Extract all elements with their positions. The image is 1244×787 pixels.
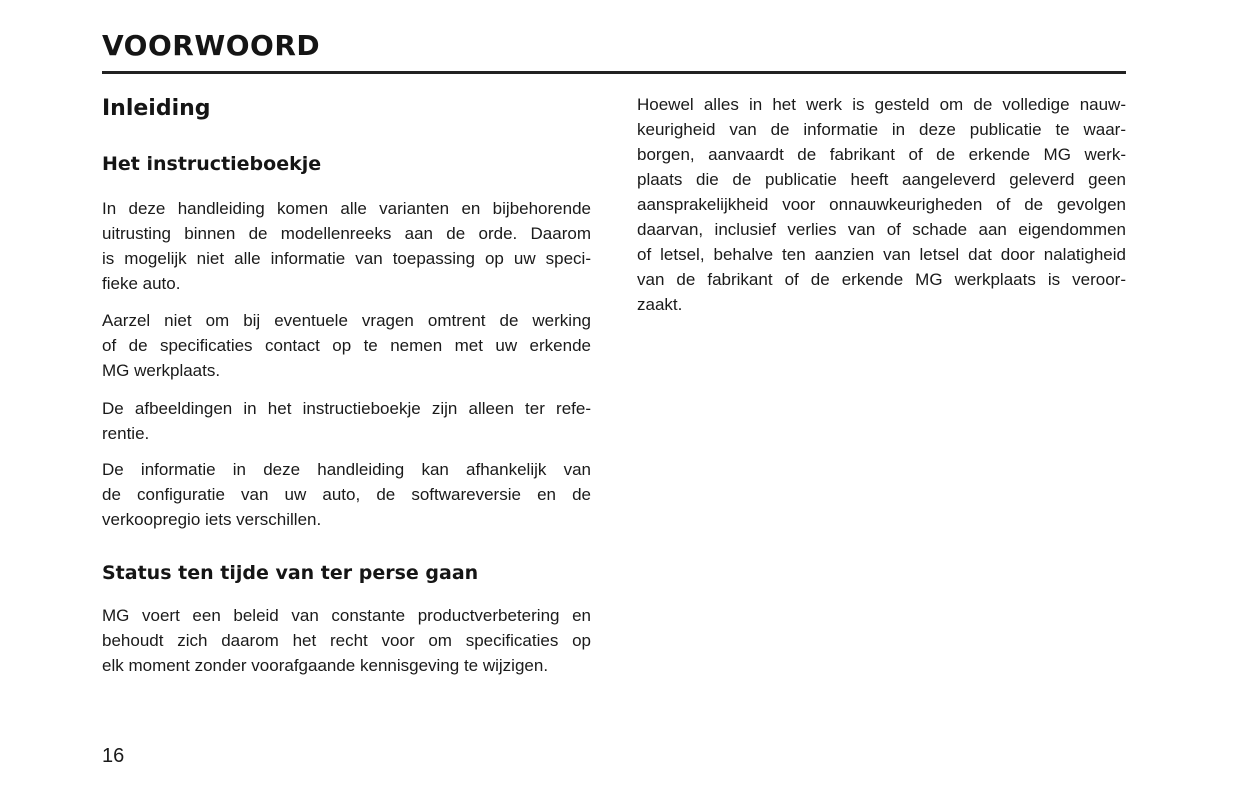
text-line: MG werkplaats. (102, 361, 221, 380)
text-line: borgen, aanvaardt de fabrikant of de erkende MG werk- (637, 145, 1126, 164)
text-line: of letsel, behalve ten aanzien van letsel dat door nalatigheid (637, 245, 1126, 264)
page-title: VOORWOORD (102, 29, 321, 62)
paragraph-aansprakelijkheid (637, 92, 1126, 317)
subsection-heading-status: Status ten tijde van ter perse gaan (102, 562, 479, 584)
page-number: 16 (102, 745, 125, 767)
paragraph-aarzel (102, 308, 591, 383)
text-line: MG voert een beleid van constante productverbetering en (102, 606, 591, 625)
text-line: of de specificaties contact op te nemen met uw erkende (102, 336, 591, 355)
text-line: fieke auto. (102, 274, 181, 293)
text-line: van de fabrikant of de erkende MG werkplaats is veroor- (637, 270, 1126, 289)
text-line: Aarzel niet om bij eventuele vragen omtrent de werking (102, 311, 591, 330)
text-line: uitrusting binnen de modellenreeks aan de orde. Daarom (102, 224, 591, 243)
section-heading-inleiding: Inleiding (102, 96, 211, 121)
text-line: behoudt zich daarom het recht voor om specificaties op (102, 631, 591, 650)
text-line: keurigheid van de informatie in deze publicatie te waar- (637, 120, 1126, 139)
text-line: rentie. (102, 424, 150, 443)
text-line: daarvan, inclusief verlies van of schade aan eigendommen (637, 220, 1126, 239)
text-line: In deze handleiding komen alle varianten en bijbehorende (102, 199, 591, 218)
text-line: De afbeeldingen in het instructieboekje zijn alleen ter refe- (102, 399, 591, 418)
text-line: is mogelijk niet alle informatie van toepassing op uw speci- (102, 249, 591, 268)
paragraph-informatie (102, 457, 591, 532)
text-line: De informatie in deze handleiding kan afhankelijk van (102, 460, 591, 479)
paragraph-afbeeldingen (102, 396, 591, 446)
text-line: verkoopregio iets verschillen. (102, 510, 322, 529)
text-line: Hoewel alles in het werk is gesteld om de volledige nauw- (637, 95, 1126, 114)
paragraph-handleiding (102, 196, 591, 296)
subsection-heading-instructieboekje: Het instructieboekje (102, 153, 322, 175)
paragraph-beleid (102, 603, 591, 678)
text-line: elk moment zonder voorafgaande kennisgeving te wijzigen. (102, 656, 549, 675)
text-line: aansprakelijkheid voor onnauwkeurigheden of de gevolgen (637, 195, 1126, 214)
title-divider (102, 71, 1126, 74)
text-line: de configuratie van uw auto, de softwareversie en de (102, 485, 591, 504)
text-line: zaakt. (637, 295, 683, 314)
text-line: plaats die de publicatie heeft aangeleverd geleverd geen (637, 170, 1126, 189)
